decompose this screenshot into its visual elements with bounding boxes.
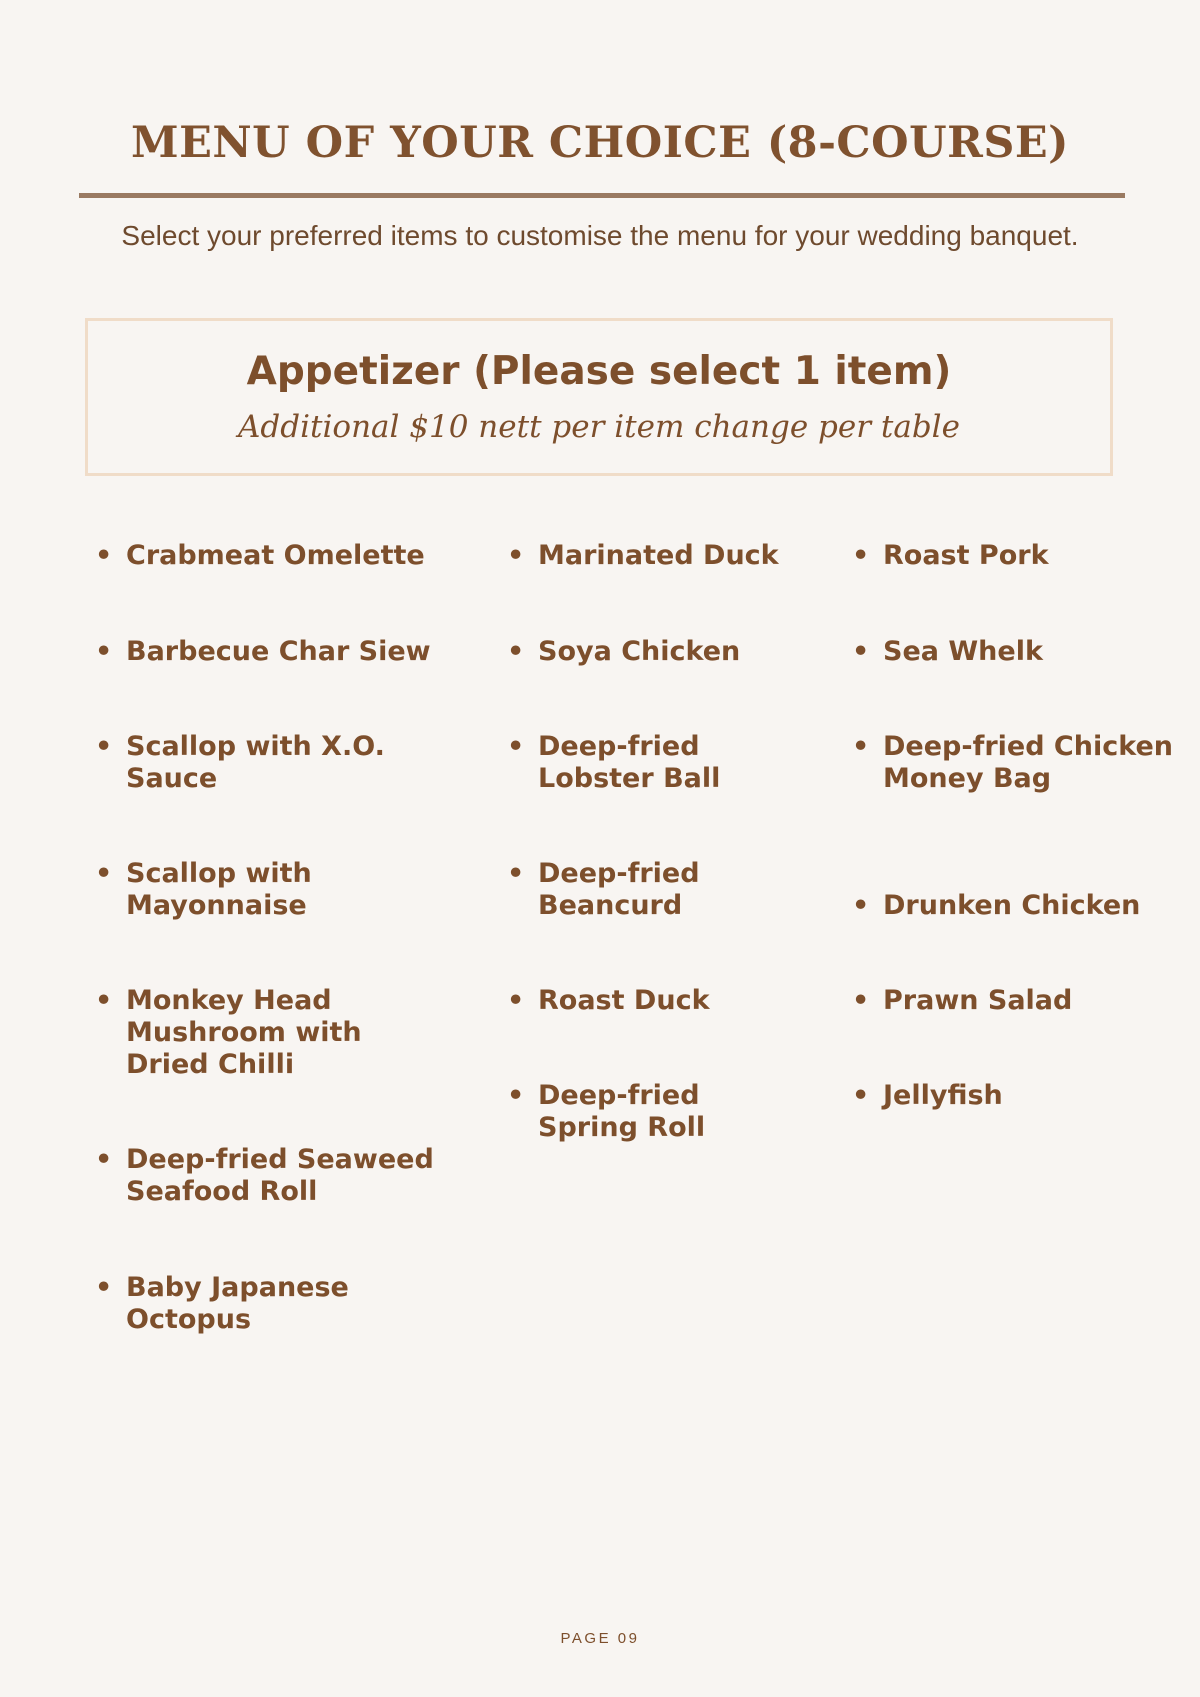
bullet-icon: • bbox=[852, 731, 870, 762]
bullet-icon: • bbox=[507, 540, 525, 571]
menu-item-label: Monkey Head Mushroom with Dried Chilli bbox=[126, 985, 362, 1080]
appetizer-section-header bbox=[85, 318, 1113, 476]
menu-item-label: Deep-fried Seaweed Seafood Roll bbox=[126, 1144, 434, 1207]
menu-item-label: Scallop with X.O. Sauce bbox=[126, 731, 385, 794]
list-item bbox=[507, 858, 807, 922]
menu-item-label: Soya Chicken bbox=[538, 636, 741, 667]
bullet-icon: • bbox=[507, 858, 525, 889]
bullet-icon: • bbox=[95, 858, 113, 889]
bullet-icon: • bbox=[852, 636, 870, 667]
list-item bbox=[852, 1080, 1182, 1112]
section-note: Additional $10 nett per item change per table bbox=[238, 409, 960, 445]
title-divider bbox=[79, 193, 1125, 198]
page-subtitle: Select your preferred items to customise the menu for your wedding banquet. bbox=[121, 220, 1079, 251]
menu-item-label: Deep-fried Chicken Money Bag bbox=[883, 731, 1173, 794]
list-item bbox=[507, 985, 807, 1017]
bullet-icon: • bbox=[852, 1080, 870, 1111]
list-item bbox=[507, 1080, 807, 1144]
bullet-icon: • bbox=[852, 890, 870, 921]
menu-item-label: Deep-fried Lobster Ball bbox=[538, 731, 721, 794]
list-item bbox=[95, 985, 440, 1081]
menu-item-label: Barbecue Char Siew bbox=[126, 636, 431, 667]
bullet-icon: • bbox=[95, 1144, 113, 1175]
menu-item-label: Deep-fried Spring Roll bbox=[538, 1080, 706, 1143]
list-item bbox=[507, 636, 807, 668]
list-item bbox=[95, 1144, 440, 1208]
bullet-icon: • bbox=[95, 1272, 113, 1303]
section-title: Appetizer (Please select 1 item) bbox=[246, 349, 952, 394]
bullet-icon: • bbox=[507, 1080, 525, 1111]
bullet-icon: • bbox=[95, 636, 113, 667]
menu-item-label: Sea Whelk bbox=[883, 636, 1043, 667]
list-item bbox=[95, 540, 440, 572]
page-number: PAGE 09 bbox=[560, 1630, 640, 1647]
list-item bbox=[507, 540, 807, 572]
menu-item-label: Scallop with Mayonnaise bbox=[126, 858, 312, 921]
list-item bbox=[507, 731, 807, 795]
bullet-icon: • bbox=[852, 985, 870, 1016]
menu-item-label: Marinated Duck bbox=[538, 540, 779, 571]
menu-item-label: Drunken Chicken bbox=[883, 890, 1141, 921]
menu-item-label: Roast Pork bbox=[883, 540, 1049, 571]
menu-item-label: Jellyfish bbox=[883, 1080, 1003, 1111]
bullet-icon: • bbox=[852, 540, 870, 571]
list-item bbox=[95, 1272, 440, 1336]
bullet-icon: • bbox=[507, 731, 525, 762]
list-item bbox=[852, 636, 1182, 668]
list-item bbox=[852, 540, 1182, 572]
bullet-icon: • bbox=[95, 731, 113, 762]
menu-item-label: Deep-fried Beancurd bbox=[538, 858, 700, 921]
list-item bbox=[95, 636, 440, 668]
list-item bbox=[852, 890, 1182, 922]
page-title: MENU OF YOUR CHOICE (8-COURSE) bbox=[130, 118, 1070, 168]
menu-item-label: Roast Duck bbox=[538, 985, 710, 1016]
bullet-icon: • bbox=[95, 985, 113, 1016]
menu-item-label: Prawn Salad bbox=[883, 985, 1073, 1016]
bullet-icon: • bbox=[507, 636, 525, 667]
list-item bbox=[852, 731, 1182, 795]
menu-item-label: Crabmeat Omelette bbox=[126, 540, 425, 571]
bullet-icon: • bbox=[95, 540, 113, 571]
list-item bbox=[95, 731, 440, 795]
list-item bbox=[852, 985, 1182, 1017]
list-item bbox=[95, 858, 440, 922]
menu-item-label: Baby Japanese Octopus bbox=[126, 1272, 349, 1335]
bullet-icon: • bbox=[507, 985, 525, 1016]
